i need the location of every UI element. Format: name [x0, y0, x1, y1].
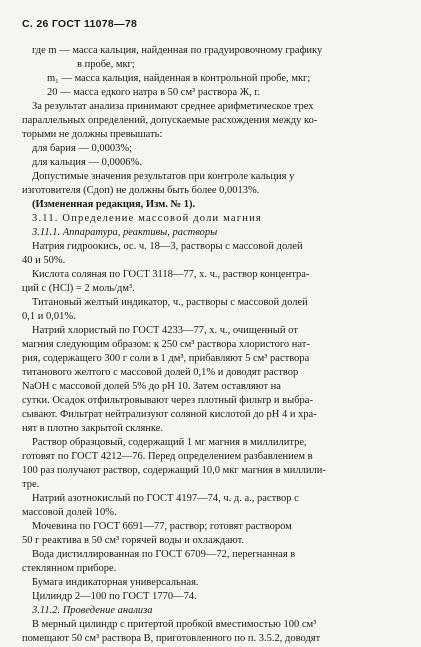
text-line: 40 и 50%.	[22, 255, 66, 266]
text-line: 3.11.2. Проведение анализа	[32, 605, 153, 616]
text-line: сывают. Фильтрат нейтрализуют соляной кислотой до pH 4 и хра-	[22, 409, 317, 420]
text-line: в пробе, мкг;	[77, 59, 135, 70]
text-line: 50 г реактива в 50 см³ горячей воды и охлаждают.	[22, 535, 245, 546]
text-line: 100 раз получают раствор, содержащий 10,0 мкг магния в миллили-	[22, 465, 326, 476]
text-line: Мочевина по ГОСТ 6691—77, раствор; готовят раствором	[32, 521, 292, 532]
text-line: Кислота соляная по ГОСТ 3118—77, х. ч., раствор концентра-	[32, 269, 310, 280]
text-line: NaOH с массовой долей 5% до pH 10. Затем оставляют на	[22, 381, 281, 392]
text-line: массовой долей 10%.	[22, 507, 117, 518]
text-line: рия, содержащего 300 г соли в 1 дм³, прибавляют 5 см³ раствора	[22, 353, 310, 364]
text-line: За результат анализа принимают среднее арифметическое трех	[32, 101, 314, 112]
text-line: изготовителя (Cдоп) не должны быть более 0,0013%.	[22, 185, 260, 196]
text-line: Бумага индикаторная универсальная.	[32, 577, 199, 588]
text-line: торыми не должны превышать:	[22, 129, 163, 140]
text-line: помещают 50 см³ раствора В, приготовленного по п. 3.5.2, доводят	[22, 633, 321, 644]
text-line: сутки. Осадок отфильтровывают через плотный фильтр и выбра-	[22, 395, 313, 406]
text-line: В мерный цилиндр с притертой пробкой вместимостью 100 см³	[32, 619, 317, 630]
text-line: для бария — 0,0003%;	[32, 143, 133, 154]
text-line: нят в плотно закрытой склянке.	[22, 423, 164, 434]
text-line: (Измененная редакция, Изм. № 1).	[32, 199, 196, 210]
text-line: 3.11. Определение массовой доли магния	[32, 213, 262, 224]
text-line: 0,1 и 0,01%.	[22, 311, 76, 322]
text-line: m₁ — масса кальция, найденная в контрольной пробе, мкг;	[47, 73, 311, 84]
text-line: Вода дистиллированная по ГОСТ 6709—72, перегнанная в	[32, 549, 296, 560]
text-line: тре.	[22, 479, 40, 490]
text-line: магния следующим образом: к 250 см³ раствора хлористого нат-	[22, 339, 310, 350]
text-line: готовят по ГОСТ 4212—76. Перед определением разбавлением в	[22, 451, 313, 462]
text-line: Натрия гидроокись, ос. ч. 18—3, растворы с массовой долей	[32, 241, 303, 252]
text-line: параллельных определений, допускаемые расхождения между ко-	[22, 115, 318, 126]
text-line: для кальция — 0,0006%.	[32, 157, 142, 168]
page-header: С. 26 ГОСТ 11078—78	[22, 18, 138, 30]
text-line: Натрий хлористый по ГОСТ 4233—77, х. ч., очищенный от	[32, 325, 298, 336]
text-line: ций c (HCl) = 2 моль/дм³.	[22, 283, 135, 294]
text-line: Цилиндр 2—100 по ГОСТ 1770—74.	[32, 591, 197, 602]
text-line: Титановый желтый индикатор, ч., растворы с массовой долей	[32, 297, 308, 308]
text-line: Допустимые значения результатов при контроле кальция у	[32, 171, 295, 182]
text-line: стеклянном приборе.	[22, 563, 117, 574]
text-line: 20 — масса едкого натра в 50 см³ раствора Ж, г.	[47, 87, 261, 98]
text-line: Натрий азотнокислый по ГОСТ 4197—74, ч. д. а., раствор с	[32, 493, 299, 504]
text-line: 3.11.1. Аппаратура, реактивы, растворы	[32, 227, 218, 238]
text-line: Раствор образцовый, содержащий 1 мг магния в миллилитре,	[32, 437, 307, 448]
text-line: где m — масса кальция, найденная по градуировочному графику	[32, 45, 323, 56]
text-line: титанового желтого с массовой долей 0,1% и доводят раствор	[22, 367, 299, 378]
